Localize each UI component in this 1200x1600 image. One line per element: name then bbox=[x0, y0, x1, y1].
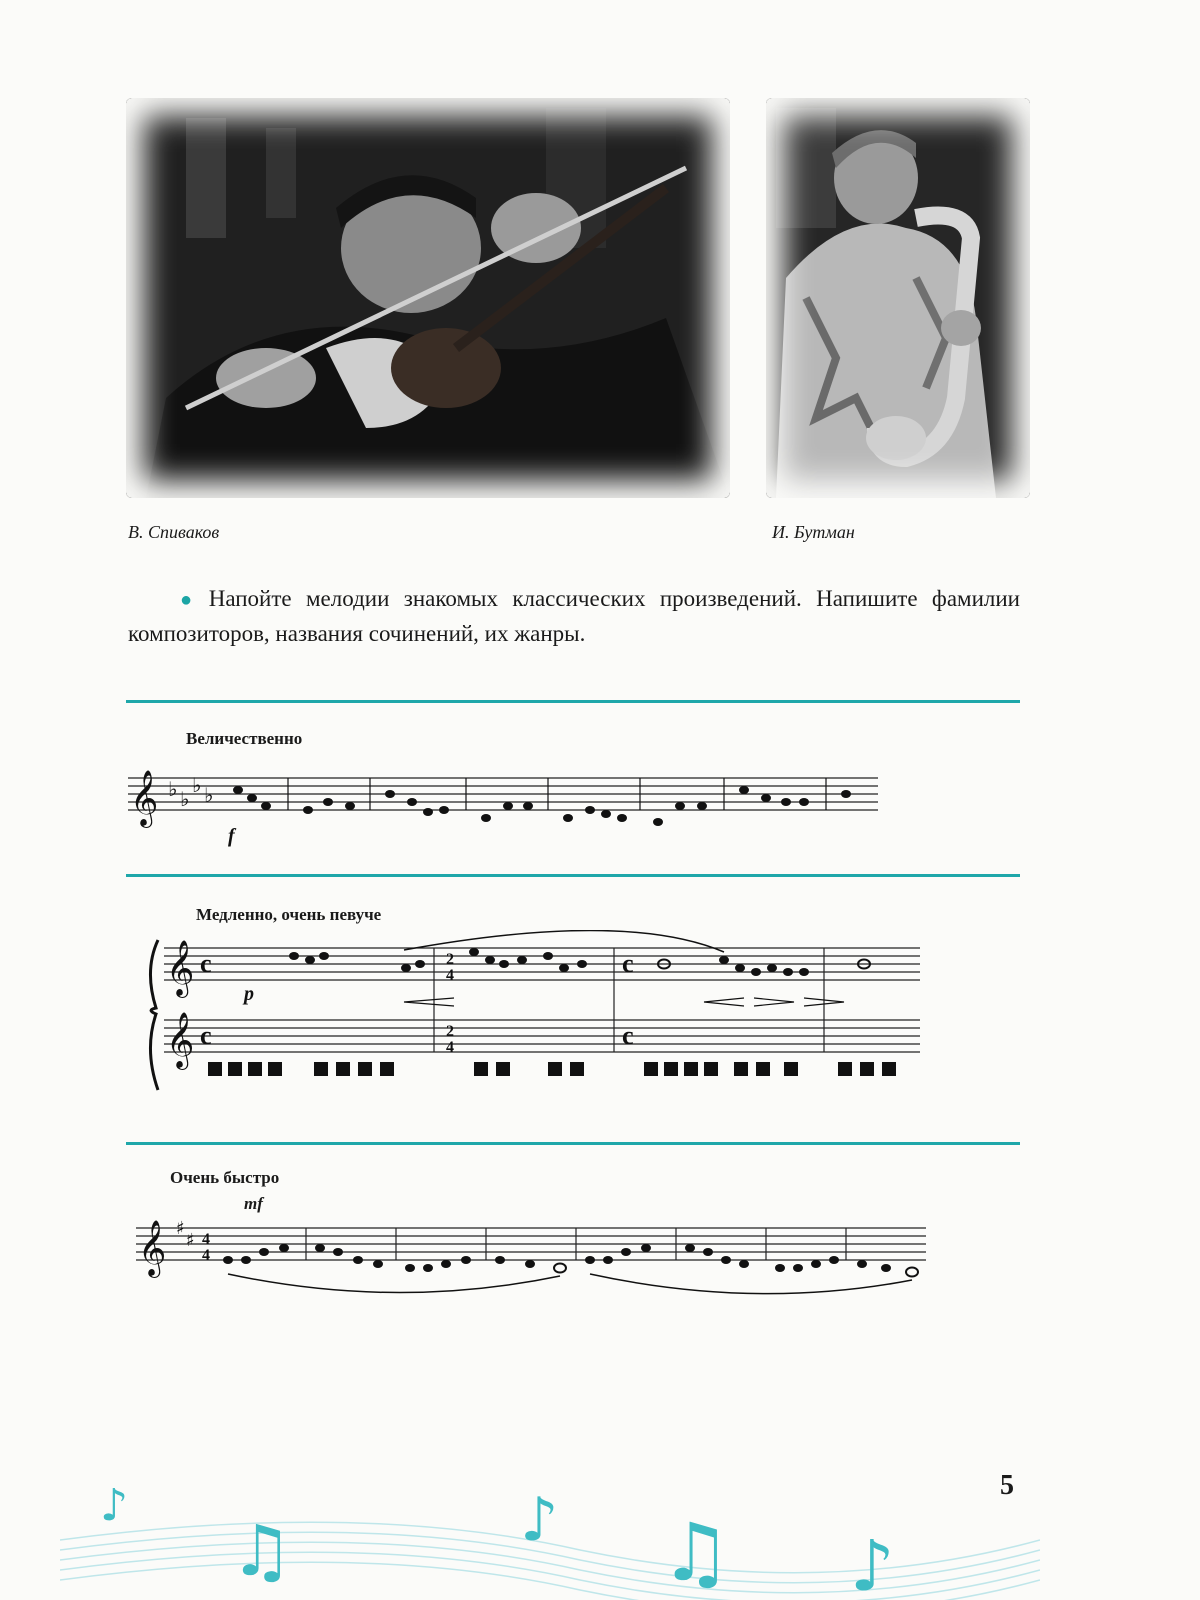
score-3-notes bbox=[223, 1244, 891, 1272]
music-note-icon: ♪ bbox=[100, 1480, 129, 1531]
time-sig-lower-lower-staff: 4 bbox=[446, 1039, 454, 1056]
photo-violinist bbox=[126, 98, 730, 498]
time-sig-upper: 2 bbox=[446, 951, 454, 968]
score-3-staff bbox=[136, 1210, 936, 1300]
answer-line-1 bbox=[126, 700, 1020, 703]
svg-text:♭: ♭ bbox=[192, 773, 202, 797]
svg-text:♭: ♭ bbox=[168, 777, 178, 801]
beamed-notes-icon: ♫ bbox=[230, 1510, 293, 1592]
slur bbox=[404, 930, 724, 952]
page-number: 5 bbox=[1000, 1470, 1014, 1501]
time-sig-upper-lower-staff: 2 bbox=[446, 1023, 454, 1040]
footer-music-decoration bbox=[60, 1460, 1040, 1600]
half-note-2 bbox=[906, 1268, 918, 1277]
brace-icon bbox=[150, 940, 158, 1090]
time-sig-upper: 4 bbox=[202, 1231, 210, 1248]
time-sig-lower: 4 bbox=[202, 1247, 210, 1264]
half-note bbox=[554, 1264, 566, 1273]
photo-saxophonist bbox=[766, 98, 1030, 498]
key-signature-flats bbox=[168, 773, 213, 811]
time-sig-lower: 4 bbox=[446, 967, 454, 984]
hairpins bbox=[404, 998, 844, 1006]
key-signature-sharps bbox=[176, 1218, 195, 1251]
answer-line-2 bbox=[126, 874, 1020, 877]
treble-clef-icon: 𝄞 bbox=[166, 940, 195, 996]
score-2-dynamic: p bbox=[244, 983, 254, 1005]
treble-clef-icon-lower: 𝄞 bbox=[166, 1012, 195, 1068]
svg-text:♯: ♯ bbox=[186, 1230, 195, 1251]
music-note-icon-3: ♪ bbox=[850, 1525, 895, 1600]
common-time-icon-2: c bbox=[622, 949, 634, 978]
music-note-icon-2: ♪ bbox=[520, 1485, 559, 1555]
task-text: Напойте мелодии знакомых классических произведений. Напишите фамилии композиторов, названия сочинений, их жанры. bbox=[128, 586, 1020, 646]
score-2-lower-chords bbox=[208, 1062, 896, 1076]
svg-text:♭: ♭ bbox=[204, 783, 214, 807]
common-time-icon-2-lower: c bbox=[622, 1021, 634, 1050]
svg-text:♯: ♯ bbox=[176, 1218, 185, 1239]
svg-text:♭: ♭ bbox=[180, 787, 190, 811]
bullet-icon: ● bbox=[180, 589, 201, 611]
score-1-staff bbox=[128, 760, 888, 850]
score-3-tempo: Очень быстро bbox=[170, 1168, 280, 1187]
photo-caption-saxophonist: И. Бутман bbox=[772, 522, 855, 542]
treble-clef-icon: 𝄞 bbox=[138, 1220, 167, 1276]
score-1-dynamic: f bbox=[228, 825, 235, 847]
slurs bbox=[228, 1274, 912, 1294]
common-time-icon: c bbox=[200, 949, 212, 978]
score-1-notes bbox=[233, 786, 851, 826]
score-2-tempo: Медленно, очень певуче bbox=[196, 905, 382, 924]
task-paragraph bbox=[128, 582, 1020, 651]
score-2-grand-staff bbox=[144, 930, 934, 1120]
photo-caption-violinist: В. Спиваков bbox=[128, 522, 220, 542]
treble-clef-icon: 𝄞 bbox=[130, 770, 159, 826]
score-3-dynamic: mf bbox=[244, 1194, 263, 1213]
beamed-notes-icon-2: ♫ bbox=[660, 1506, 732, 1599]
answer-line-3 bbox=[126, 1142, 1020, 1145]
score-1-tempo: Величественно bbox=[186, 729, 303, 748]
common-time-icon-lower: c bbox=[200, 1021, 212, 1050]
